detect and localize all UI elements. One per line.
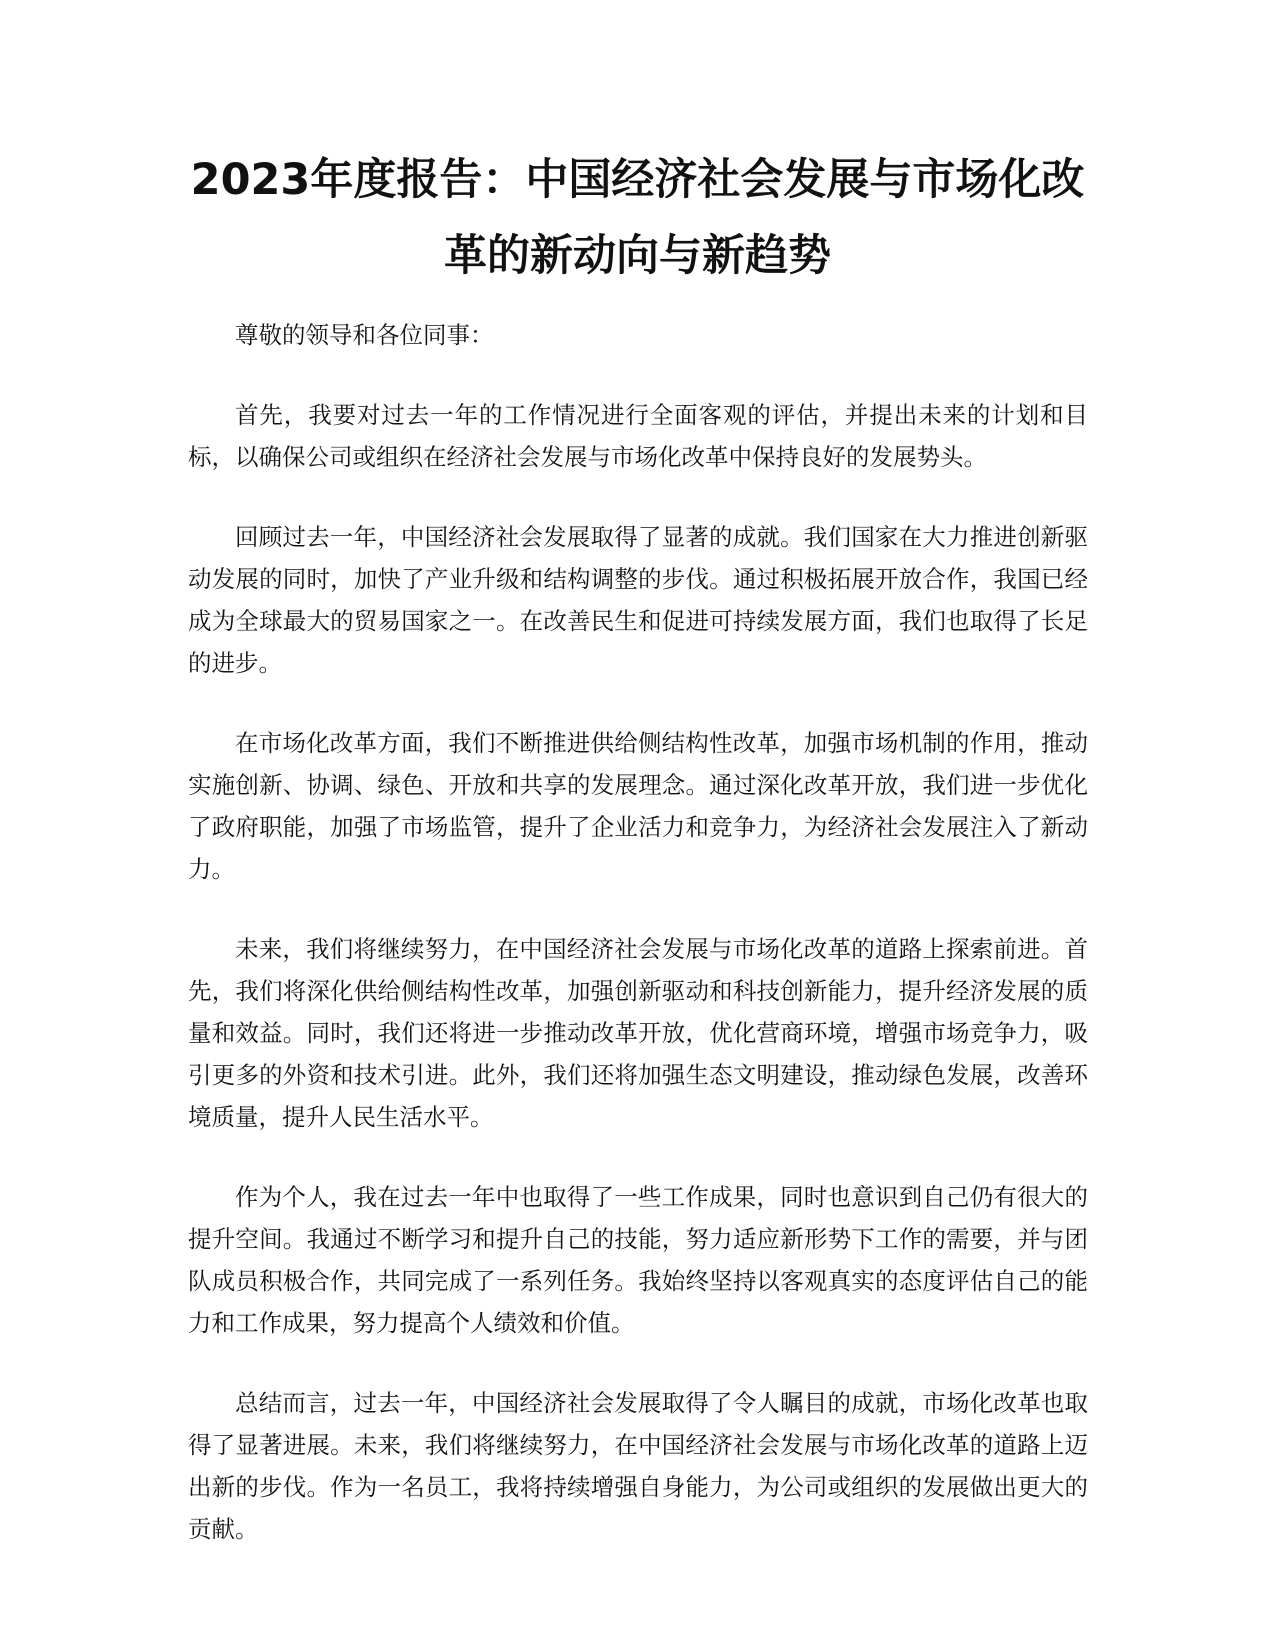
document-title: 2023年度报告：中国经济社会发展与市场化改革的新动向与新趋势 — [190, 155, 1085, 281]
document-body — [188, 314, 1088, 1588]
paragraph-future-plans: 未来，我们将继续努力，在中国经济社会发展与市场化改革的道路上探索前进。首先，我们将深化供给侧结构性改革，加强创新驱动和科技创新能力，提升经济发展的质量和效益。同时，我们还将进一步推动改革开放，优化营商环境，增强市场竞争力，吸引更多的外资和技术引进。此外，我们还将加强生态文明建设，推动绿色发展，改善环境质量，提升人民生活水平。 — [188, 935, 1088, 1131]
paragraph-market-reform: 在市场化改革方面，我们不断推进供给侧结构性改革，加强市场机制的作用，推动实施创新、协调、绿色、开放和共享的发展理念。通过深化改革开放，我们进一步优化了政府职能，加强了市场监管，提升了企业活力和竞争力，为经济社会发展注入了新动力。 — [188, 729, 1088, 883]
paragraph-evaluation-intro: 首先，我要对过去一年的工作情况进行全面客观的评估，并提出未来的计划和目标，以确保公司或组织在经济社会发展与市场化改革中保持良好的发展势头。 — [188, 401, 1088, 471]
greeting: 尊敬的领导和各位同事： — [235, 321, 494, 349]
paragraph-review-achievements: 回顾过去一年，中国经济社会发展取得了显著的成就。我们国家在大力推进创新驱动发展的同时，加快了产业升级和结构调整的步伐。通过积极拓展开放合作，我国已经成为全球最大的贸易国家之一。在改善民生和促进可持续发展方面，我们也取得了长足的进步。 — [188, 523, 1088, 677]
paragraph-conclusion: 总结而言，过去一年，中国经济社会发展取得了令人瞩目的成就，市场化改革也取得了显著进展。未来，我们将继续努力，在中国经济社会发展与市场化改革的道路上迈出新的步伐。作为一名员工，我将持续增强自身能力，为公司或组织的发展做出更大的贡献。 — [188, 1389, 1088, 1543]
paragraph-personal-review: 作为个人，我在过去一年中也取得了一些工作成果，同时也意识到自己仍有很大的提升空间。我通过不断学习和提升自己的技能，努力适应新形势下工作的需要，并与团队成员积极合作，共同完成了一系列任务。我始终坚持以客观真实的态度评估自己的能力和工作成果，努力提高个人绩效和价值。 — [188, 1183, 1088, 1337]
